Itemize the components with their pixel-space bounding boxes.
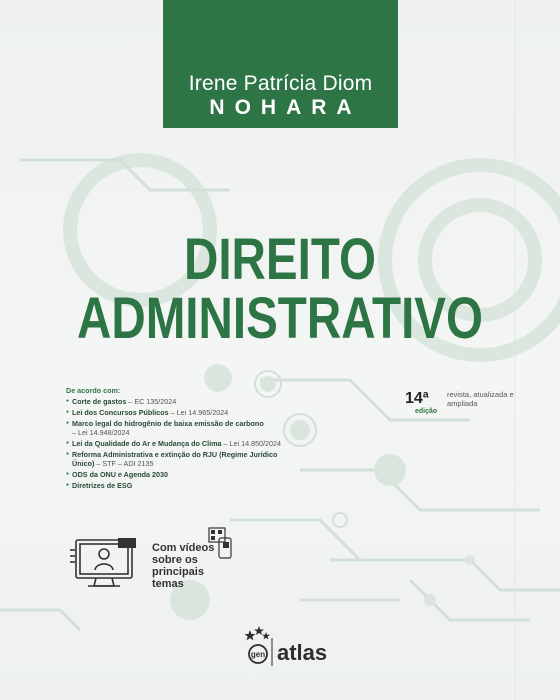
author-banner (163, 0, 398, 128)
book-title-line1: DIREITO (183, 227, 377, 292)
videos-text (152, 542, 214, 590)
topic-item (66, 439, 346, 448)
topic-item (66, 450, 298, 469)
edition-number: 14ª (405, 390, 429, 407)
videos-line1: Com vídeos (152, 542, 215, 554)
author-last-name: NOHARA (209, 96, 362, 119)
topic-main: Lei dos Concursos Públicos (72, 408, 169, 418)
topic-item (66, 470, 346, 479)
videos-line3: principais (152, 566, 204, 578)
topic-ref: – STF – ADI 2135 (94, 459, 154, 469)
edition-note: revista, atualizada e ampliada (447, 390, 514, 408)
videos-line4: temas (152, 578, 184, 590)
topics-list (66, 386, 346, 492)
topic-main: Lei da Qualidade do Ar e Mudança do Clima (72, 439, 222, 449)
topic-ref: – Lei 14.850/2024 (221, 439, 282, 449)
book-title-line2: ADMINISTRATIVO (76, 286, 484, 351)
topic-ref: – Lei 14.948/2024 (72, 428, 130, 438)
edition-word: edição (415, 408, 438, 415)
gen-text: gen (250, 650, 266, 659)
computer-video-icon (70, 528, 150, 598)
videos-block (70, 528, 260, 598)
topic-item (66, 397, 346, 406)
topic-main: Diretrizes de ESG (72, 481, 133, 491)
topic-ref: – EC 135/2024 (126, 397, 177, 407)
atlas-logo-text: atlas (277, 640, 328, 665)
topic-ref: – Lei 14.965/2024 (168, 408, 229, 418)
topic-item (66, 408, 346, 417)
topics-heading: De acordo com: (66, 386, 121, 395)
topic-item (66, 419, 346, 438)
topic-main: Reforma Administrativa e extinção do RJU (Regime Jurídico Único) (72, 450, 278, 469)
author-first-name: Irene Patrícia Diom (188, 72, 373, 95)
topic-main: Corte de gastos (72, 397, 127, 407)
videos-line2: sobre os (152, 554, 198, 566)
topic-main: Marco legal do hidrogênio de baixa emissão de carbono (72, 419, 264, 429)
topic-main: ODS da ONU e Agenda 2030 (72, 470, 168, 480)
topic-item (66, 481, 346, 490)
